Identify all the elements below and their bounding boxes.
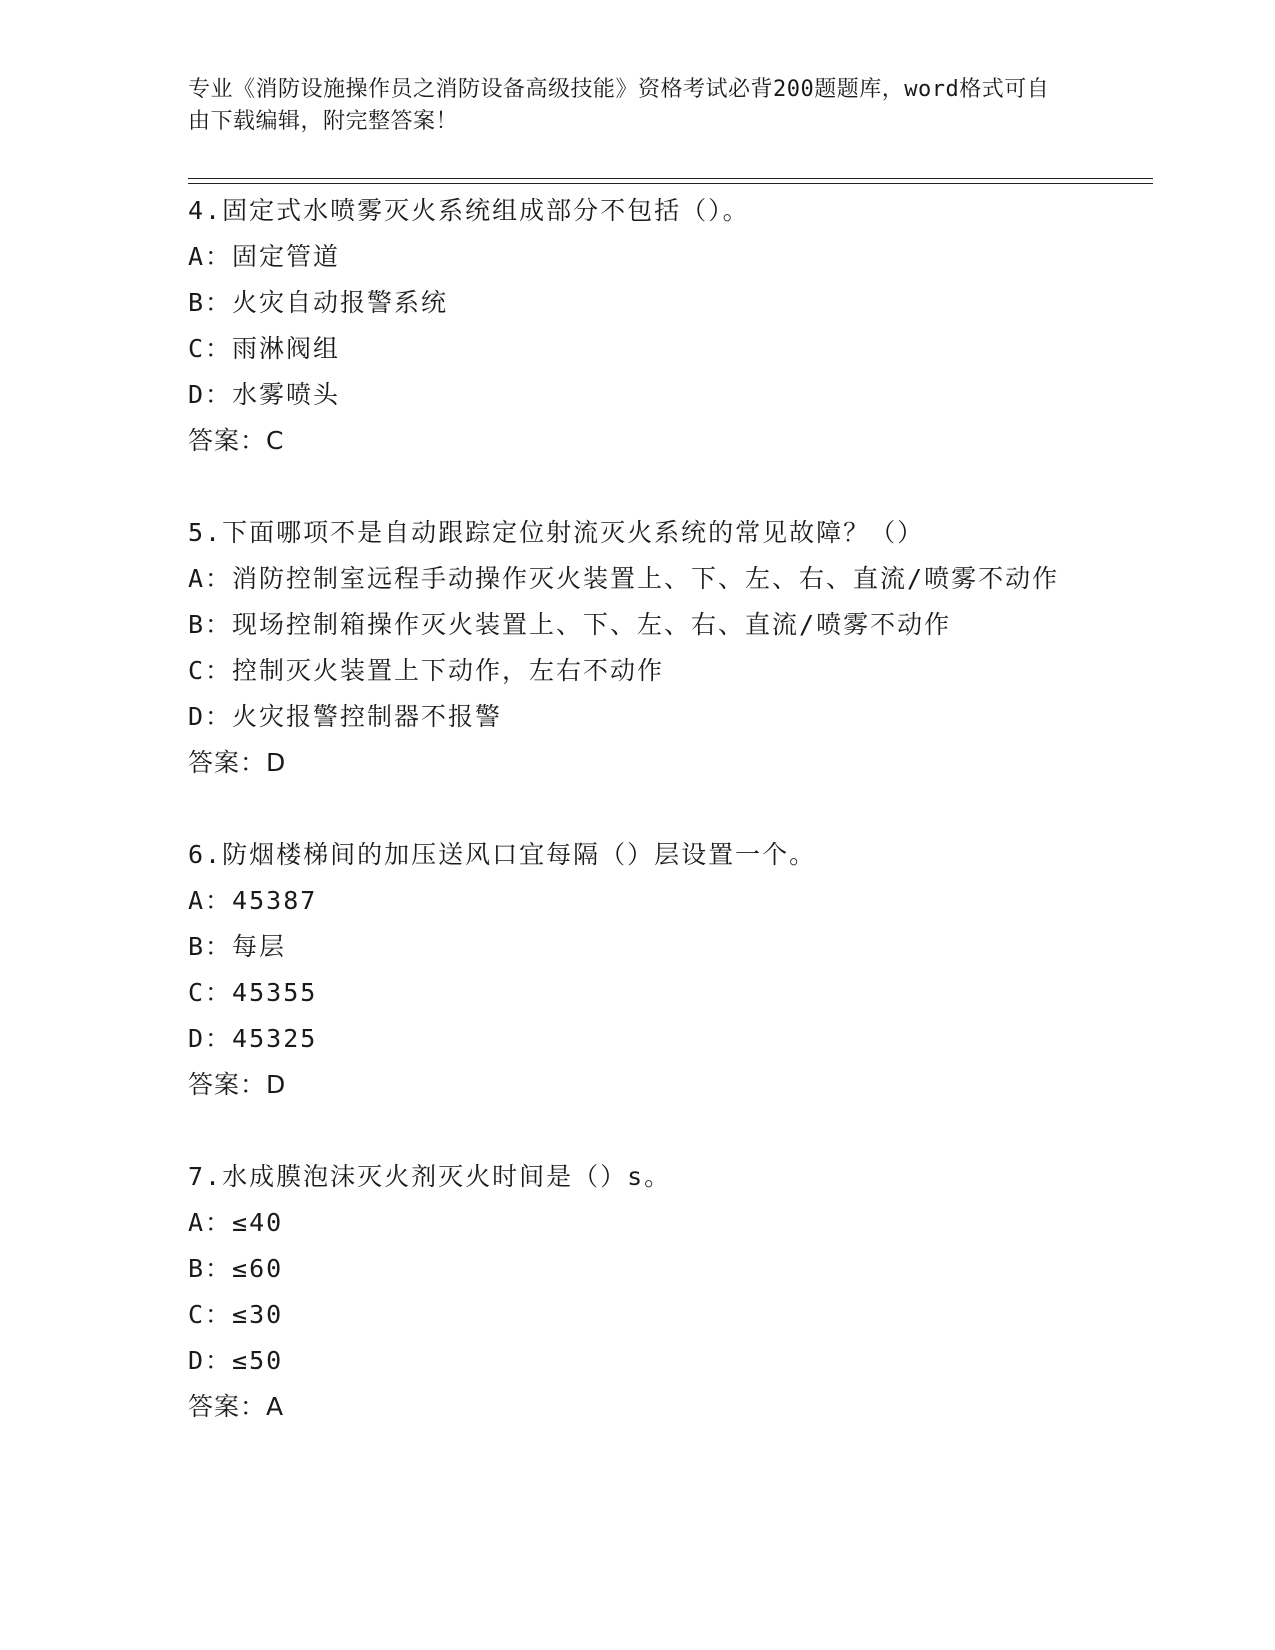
answer-line: 答案：D [188,1070,287,1099]
option-a: A：≤40 [188,1208,284,1237]
question-7 [188,1154,1068,1430]
option-d: D：≤50 [188,1346,284,1375]
question-6 [188,832,1068,1108]
question-stem: 7.水成膜泡沫灭火剂灭火时间是（）s。 [188,1162,672,1191]
question-stem: 6.防烟楼梯间的加压送风口宜每隔（）层设置一个。 [188,840,817,869]
header-divider-bottom [188,183,1153,184]
answer-line: 答案：A [188,1392,285,1421]
option-b: B：火灾自动报警系统 [188,288,449,317]
document-intro: 专业《消防设施操作员之消防设备高级技能》资格考试必背200题题库，word格式可自由下载编辑，附完整答案！ [188,77,1050,134]
option-a: A：固定管道 [188,242,341,271]
question-list [188,188,1068,1476]
option-b: B：≤60 [188,1254,284,1283]
question-4 [188,188,1068,464]
option-c: C：雨淋阀组 [188,334,341,363]
option-c: C：45355 [188,978,318,1007]
option-d: D：45325 [188,1024,318,1053]
option-c: C：控制灭火装置上下动作，左右不动作 [188,656,665,685]
option-b: B：现场控制箱操作灭火装置上、下、左、右、直流/喷雾不动作 [188,610,952,639]
option-a: A：消防控制室远程手动操作灭火装置上、下、左、右、直流/喷雾不动作 [188,564,1060,593]
option-d: D：水雾喷头 [188,380,341,409]
option-a: A：45387 [188,886,318,915]
answer-line: 答案：C [188,426,285,455]
question-5 [188,510,1068,786]
answer-line: 答案：D [188,748,287,777]
question-stem: 5.下面哪项不是自动跟踪定位射流灭火系统的常见故障？（） [188,518,925,547]
option-b: B：每层 [188,932,287,961]
question-stem: 4.固定式水喷雾灭火系统组成部分不包括（）。 [188,196,750,225]
option-c: C：≤30 [188,1300,284,1329]
option-d: D：火灾报警控制器不报警 [188,702,503,731]
header-divider-top [188,178,1153,179]
